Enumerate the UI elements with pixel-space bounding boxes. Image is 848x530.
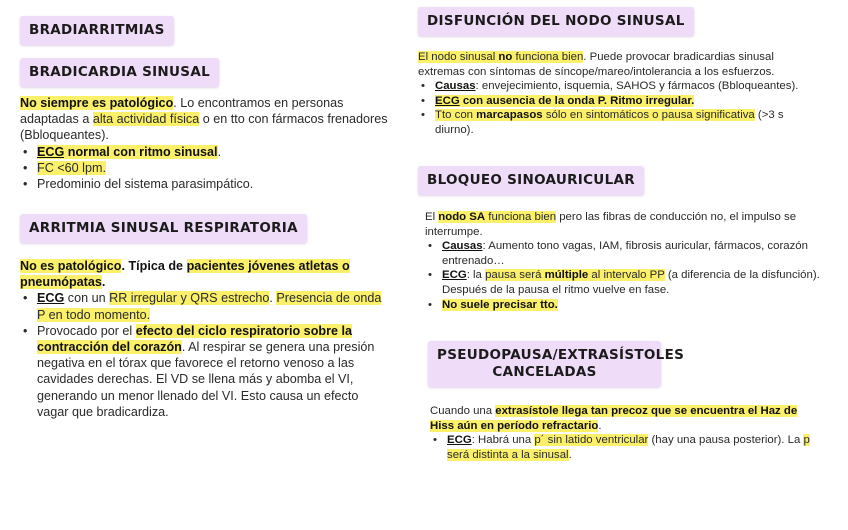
term: Causas [435, 80, 476, 93]
highlight: pacientes jóvenes atletas o pneumópatas [20, 259, 350, 290]
list-item [418, 79, 823, 94]
text: Provocado por el [37, 323, 136, 338]
term: ECG [37, 144, 65, 159]
highlight: ausencia de la onda P. Ritmo irregular. [486, 94, 695, 107]
text: . [101, 275, 106, 290]
paragraph [430, 404, 820, 433]
highlight: El nodo sinusal [418, 51, 499, 63]
term: ECG [442, 269, 467, 282]
list-item [430, 433, 820, 462]
text: con un [64, 291, 110, 306]
bullet-list [20, 144, 390, 193]
list-item [20, 290, 385, 322]
bullet-list [418, 79, 823, 137]
list-item [425, 298, 837, 313]
bullet-list [20, 290, 385, 420]
highlight: efecto del ciclo respiratorio sobre la contracción del corazón [37, 323, 352, 355]
section-disfuncion-nodo-sinusal [418, 50, 823, 138]
term: ECG [447, 434, 472, 447]
highlight: alta actividad física [92, 112, 200, 127]
section-bradicardia-sinusal [20, 95, 390, 192]
emphasis: marcapasos [476, 109, 543, 122]
text: con [459, 94, 487, 107]
highlight: sólo en sintomáticos o pausa significativa [542, 109, 755, 122]
highlight: Presencia de onda P en todo momento. [37, 291, 382, 322]
list-item [20, 176, 390, 192]
highlight: Tto con [435, 109, 477, 122]
bullet-list [430, 433, 820, 462]
text: . [568, 448, 572, 461]
term: Causas [442, 240, 483, 253]
highlight: No suele precisar tto. [442, 298, 558, 311]
text: Cuando una [430, 405, 496, 417]
text: . [217, 144, 222, 159]
text: : Habrá una [471, 434, 535, 447]
text: (hay una pausa posterior). La [648, 434, 804, 447]
paragraph [20, 258, 385, 290]
emphasis: nodo SA [438, 211, 486, 223]
text: o en tto con fármacos frenadores (Bbloqueantes). [20, 112, 388, 143]
highlight: p será distinta a la sinusal [447, 434, 810, 461]
term: ECG [37, 291, 65, 306]
heading-bloqueo-sinoauricular: BLOQUEO SINOAURICULAR [418, 166, 644, 195]
section-bloqueo-sinoauricular [425, 210, 837, 312]
paragraph [20, 95, 390, 144]
list-item [425, 268, 837, 297]
highlight: extrasístole llega tan precoz que se encuentra el Haz de Hiss aún en período refractario [430, 405, 798, 432]
text: . Típica de [121, 259, 187, 273]
highlight: RR irregular y QRS estrecho [109, 291, 270, 306]
page-title: BRADIARRITMIAS [20, 16, 174, 45]
heading-line: PSEUDOPAUSA/EXTRASÍSTOLES [437, 347, 685, 363]
highlight: p´ sin latido ventricular [534, 434, 649, 447]
text: El [425, 211, 439, 223]
emphasis: múltiple [544, 269, 589, 282]
emphasis: No siempre es patológico [20, 96, 174, 110]
text: (>3 s diurno). [435, 109, 784, 136]
heading-arritmia-respiratoria: ARRITMIA SINUSAL RESPIRATORIA [20, 214, 307, 243]
highlight: al intervalo PP [588, 269, 665, 282]
text: . [269, 291, 277, 306]
emphasis: no [498, 51, 513, 63]
section-pseudopausa [430, 404, 820, 462]
list-item [418, 94, 823, 109]
heading-bradicardia-sinusal: BRADICARDIA SINUSAL [20, 58, 219, 87]
text: : Aumento tono vagas, IAM, fibrosis auricular, fármacos, corazón entrenado… [442, 240, 808, 267]
bullet-list [425, 239, 837, 312]
list-item [20, 160, 390, 176]
highlight: pausa será [485, 269, 545, 282]
text: . Lo encontramos en personas adaptadas a [20, 96, 344, 127]
term: ECG [435, 94, 460, 107]
text: . Puede provocar bradicardias sinusal extremas con síntomas de síncope/mareo/intolerancia a los esfuerzos. [418, 51, 775, 78]
highlight: normal con ritmo sinusal [64, 144, 218, 159]
emphasis: No es patológico [20, 259, 122, 273]
paragraph [418, 50, 823, 79]
highlight: funciona bien [485, 211, 557, 223]
list-item [20, 144, 390, 160]
text: : la [466, 269, 486, 282]
highlight: FC <60 lpm. [37, 160, 106, 175]
list-item [418, 108, 823, 137]
heading-pseudopausa [428, 341, 685, 387]
paragraph [425, 210, 837, 239]
list-item [425, 239, 837, 268]
text: Predominio del sistema parasimpático. [37, 177, 254, 192]
text: pero las fibras de conducción no, el impulso se interrumpe. [425, 211, 797, 238]
section-arritmia-respiratoria [20, 258, 385, 420]
text: . Al respirar se genera una presión negativa en el tórax que favorece el retorno venoso a las cavidades derechas. El VD se llena más y abomba el VI, generando un menor llenado del VI. Esto causa un efecto vagar que bradicardiza. [37, 340, 375, 419]
highlight: funciona bien [512, 51, 584, 63]
heading-disfuncion-nodo-sinusal: DISFUNCIÓN DEL NODO SINUSAL [418, 7, 694, 36]
text: . [598, 419, 602, 432]
text: (a diferencia de la disfunción). Después de la pausa el ritmo vuelve en fase. [442, 269, 820, 296]
text: : envejecimiento, isquemia, SAHOS y fármacos (Bbloqueantes). [475, 80, 799, 93]
list-item [20, 323, 385, 420]
heading-line: CANCELADAS [492, 364, 597, 380]
